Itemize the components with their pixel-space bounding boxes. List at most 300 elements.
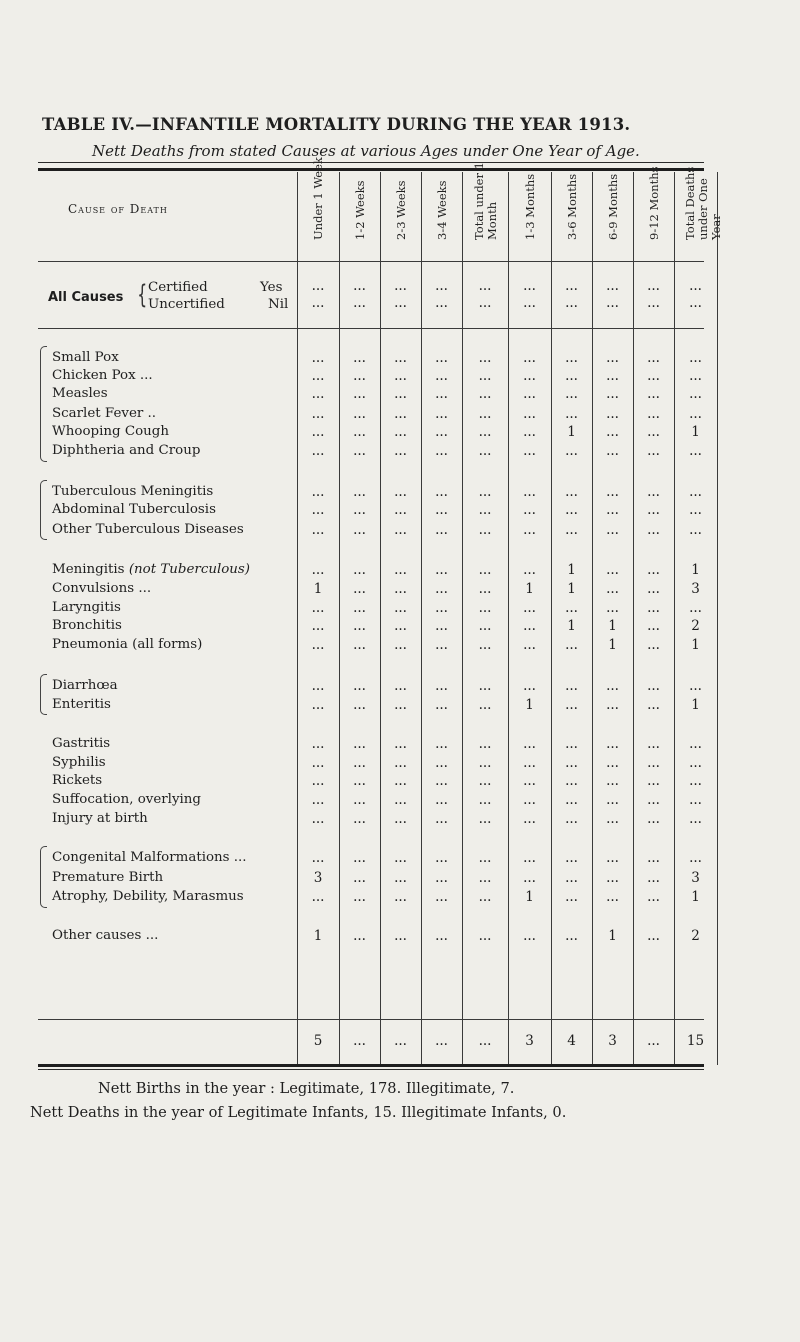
table-subtitle: Nett Deaths from stated Causes at various Ages under One Year of Age. <box>92 142 640 160</box>
empty-cell: ... <box>647 386 660 402</box>
empty-cell: ... <box>478 424 492 440</box>
empty-cell: ... <box>478 600 492 616</box>
empty-cell: ... <box>435 443 448 459</box>
row-label: Congenital Malformations ... <box>52 850 247 865</box>
row-label: Convulsions ... <box>52 581 152 596</box>
data-cell: 1 <box>567 618 576 634</box>
empty-cell: ... <box>606 736 619 752</box>
empty-cell: ... <box>353 889 366 905</box>
empty-cell: ... <box>565 368 578 384</box>
empty-cell: ... <box>523 870 536 886</box>
empty-cell: ... <box>394 736 407 752</box>
column-header: 2-3 Weeks <box>393 180 408 240</box>
data-cell: 2 <box>691 618 700 634</box>
header-rule <box>38 261 704 262</box>
row-label: Small Pox <box>52 350 119 365</box>
empty-cell: ... <box>647 755 660 771</box>
empty-cell: ... <box>478 443 492 459</box>
bottom-rule-thick <box>38 1064 704 1067</box>
empty-cell: ... <box>435 850 448 866</box>
empty-cell: ... <box>353 697 366 713</box>
empty-cell: ... <box>565 736 578 752</box>
empty-cell: ... <box>565 697 578 713</box>
row-label: Pneumonia (all forms) <box>52 637 203 652</box>
empty-cell: ... <box>311 755 325 771</box>
empty-cell: ... <box>523 678 536 694</box>
column-rule <box>508 172 509 1065</box>
empty-cell: ... <box>606 678 619 694</box>
column-header: 3-6 Months <box>564 173 579 240</box>
empty-cell: ... <box>435 386 448 402</box>
empty-cell: ... <box>311 502 325 518</box>
empty-cell: ... <box>478 678 492 694</box>
data-cell: 1 <box>525 889 534 905</box>
empty-cell: ... <box>523 295 536 311</box>
empty-cell: ... <box>689 502 702 518</box>
empty-cell: ... <box>565 406 578 422</box>
empty-cell: ... <box>606 811 619 827</box>
uncertified-value: Nil <box>268 297 289 312</box>
empty-cell: ... <box>353 618 366 634</box>
footer-births: Nett Births in the year : Legitimate, 178. Illegitimate, 7. <box>98 1080 515 1097</box>
row-label: Other Tuberculous Diseases <box>52 522 244 537</box>
empty-cell: ... <box>523 755 536 771</box>
row-label: Rickets <box>52 773 103 788</box>
column-header: 3-4 Weeks <box>434 180 449 240</box>
empty-cell: ... <box>353 870 366 886</box>
empty-cell: ... <box>606 386 619 402</box>
empty-cell: ... <box>311 278 325 294</box>
empty-cell: ... <box>606 484 619 500</box>
empty-cell: ... <box>647 618 660 634</box>
empty-cell: ... <box>606 697 619 713</box>
empty-cell: ... <box>647 424 660 440</box>
empty-cell: ... <box>394 1033 407 1049</box>
empty-cell: ... <box>394 870 407 886</box>
empty-cell: ... <box>606 850 619 866</box>
empty-cell: ... <box>565 350 578 366</box>
empty-cell: ... <box>435 278 448 294</box>
total-cell: 15 <box>686 1033 705 1049</box>
row-group-brace <box>40 480 47 540</box>
row-label: Injury at birth <box>52 811 148 826</box>
empty-cell: ... <box>478 350 492 366</box>
empty-cell: ... <box>606 406 619 422</box>
row-group-brace <box>40 674 47 715</box>
empty-cell: ... <box>565 889 578 905</box>
empty-cell: ... <box>478 870 492 886</box>
data-cell: 1 <box>691 889 700 905</box>
empty-cell: ... <box>311 792 325 808</box>
empty-cell: ... <box>565 870 578 886</box>
empty-cell: ... <box>394 295 407 311</box>
empty-cell: ... <box>689 755 702 771</box>
column-rule <box>462 172 463 1065</box>
empty-cell: ... <box>435 811 448 827</box>
empty-cell: ... <box>353 424 366 440</box>
empty-cell: ... <box>647 443 660 459</box>
empty-cell: ... <box>647 600 660 616</box>
empty-cell: ... <box>311 637 325 653</box>
empty-cell: ... <box>478 522 492 538</box>
empty-cell: ... <box>311 889 325 905</box>
uncertified-label: Uncertified <box>148 297 225 312</box>
empty-cell: ... <box>353 386 366 402</box>
empty-cell: ... <box>478 850 492 866</box>
empty-cell: ... <box>647 678 660 694</box>
total-cell: 5 <box>313 1033 323 1049</box>
empty-cell: ... <box>435 678 448 694</box>
all-causes-label: All Causes <box>48 290 124 305</box>
empty-cell: ... <box>689 678 702 694</box>
empty-cell: ... <box>311 424 325 440</box>
row-label: Abdominal Tuberculosis <box>52 502 216 517</box>
empty-cell: ... <box>606 522 619 538</box>
empty-cell: ... <box>523 443 536 459</box>
empty-cell: ... <box>523 522 536 538</box>
table-title: TABLE IV.—INFANTILE MORTALITY DURING THE YEAR 1913. <box>42 115 631 134</box>
empty-cell: ... <box>689 386 702 402</box>
empty-cell: ... <box>311 697 325 713</box>
row-group-brace <box>40 346 47 462</box>
empty-cell: ... <box>647 697 660 713</box>
empty-cell: ... <box>394 773 407 789</box>
empty-cell: ... <box>606 755 619 771</box>
column-rule <box>380 172 381 1065</box>
empty-cell: ... <box>565 928 578 944</box>
empty-cell: ... <box>565 386 578 402</box>
row-label: Measles <box>52 386 108 401</box>
column-header: 9-12 Months <box>646 166 661 240</box>
empty-cell: ... <box>435 618 448 634</box>
empty-cell: ... <box>478 792 492 808</box>
empty-cell: ... <box>353 502 366 518</box>
empty-cell: ... <box>689 350 702 366</box>
empty-cell: ... <box>435 697 448 713</box>
row-label: Gastritis <box>52 736 111 751</box>
total-cell: 4 <box>567 1033 576 1049</box>
empty-cell: ... <box>435 484 448 500</box>
empty-cell: ... <box>353 928 366 944</box>
empty-cell: ... <box>435 600 448 616</box>
empty-cell: ... <box>353 755 366 771</box>
empty-cell: ... <box>606 562 619 578</box>
empty-cell: ... <box>394 811 407 827</box>
data-cell: 1 <box>608 928 617 944</box>
empty-cell: ... <box>311 811 325 827</box>
empty-cell: ... <box>606 350 619 366</box>
empty-cell: ... <box>394 637 407 653</box>
empty-cell: ... <box>311 773 325 789</box>
column-rule <box>674 172 675 1065</box>
empty-cell: ... <box>478 502 492 518</box>
empty-cell: ... <box>523 406 536 422</box>
empty-cell: ... <box>435 928 448 944</box>
empty-cell: ... <box>647 792 660 808</box>
empty-cell: ... <box>523 773 536 789</box>
empty-cell: ... <box>478 889 492 905</box>
empty-cell: ... <box>394 618 407 634</box>
empty-cell: ... <box>353 736 366 752</box>
brace: { <box>137 280 148 310</box>
empty-cell: ... <box>565 295 578 311</box>
empty-cell: ... <box>647 928 660 944</box>
empty-cell: ... <box>606 368 619 384</box>
empty-cell: ... <box>353 406 366 422</box>
column-header: Total Deaths under One Year <box>682 166 723 240</box>
empty-cell: ... <box>689 484 702 500</box>
empty-cell: ... <box>435 889 448 905</box>
empty-cell: ... <box>647 773 660 789</box>
empty-cell: ... <box>394 600 407 616</box>
empty-cell: ... <box>647 870 660 886</box>
empty-cell: ... <box>435 522 448 538</box>
empty-cell: ... <box>311 600 325 616</box>
empty-cell: ... <box>565 850 578 866</box>
row-label: Meningitis (not Tuberculous) <box>52 562 251 577</box>
column-rule <box>339 172 340 1065</box>
data-cell: 1 <box>608 618 617 634</box>
column-rule <box>633 172 634 1065</box>
section-rule <box>38 328 704 329</box>
empty-cell: ... <box>647 350 660 366</box>
empty-cell: ... <box>565 502 578 518</box>
empty-cell: ... <box>311 522 325 538</box>
row-label: Premature Birth <box>52 870 164 885</box>
row-label: Suffocation, overlying <box>52 792 201 807</box>
column-header: Under 1 Week <box>311 157 325 240</box>
empty-cell: ... <box>311 618 325 634</box>
empty-cell: ... <box>435 424 448 440</box>
empty-cell: ... <box>394 484 407 500</box>
empty-cell: ... <box>311 484 325 500</box>
empty-cell: ... <box>478 295 492 311</box>
empty-cell: ... <box>311 386 325 402</box>
empty-cell: ... <box>478 928 492 944</box>
empty-cell: ... <box>606 278 619 294</box>
empty-cell: ... <box>435 755 448 771</box>
row-label: Whooping Cough <box>52 424 169 439</box>
data-cell: 1 <box>567 581 576 597</box>
empty-cell: ... <box>523 736 536 752</box>
empty-cell: ... <box>478 278 492 294</box>
row-label: Tuberculous Meningitis <box>52 484 214 499</box>
empty-cell: ... <box>523 278 536 294</box>
totals-rule <box>38 1019 704 1020</box>
cause-of-death-header: Cause of Death <box>68 202 168 216</box>
empty-cell: ... <box>647 811 660 827</box>
empty-cell: ... <box>478 637 492 653</box>
empty-cell: ... <box>311 736 325 752</box>
empty-cell: ... <box>353 278 366 294</box>
data-cell: 1 <box>525 697 534 713</box>
empty-cell: ... <box>478 484 492 500</box>
column-rule <box>421 172 422 1065</box>
empty-cell: ... <box>523 928 536 944</box>
bottom-rule-thin <box>38 1069 704 1070</box>
total-cell: 3 <box>525 1033 534 1049</box>
empty-cell: ... <box>478 618 492 634</box>
row-label: Atrophy, Debility, Marasmus <box>52 889 244 904</box>
data-cell: 1 <box>691 697 700 713</box>
empty-cell: ... <box>435 773 448 789</box>
empty-cell: ... <box>565 522 578 538</box>
empty-cell: ... <box>647 406 660 422</box>
empty-cell: ... <box>353 678 366 694</box>
empty-cell: ... <box>435 637 448 653</box>
empty-cell: ... <box>435 502 448 518</box>
empty-cell: ... <box>394 792 407 808</box>
empty-cell: ... <box>353 522 366 538</box>
empty-cell: ... <box>394 581 407 597</box>
column-rule <box>592 172 593 1065</box>
data-cell: 2 <box>691 928 700 944</box>
empty-cell: ... <box>353 637 366 653</box>
empty-cell: ... <box>523 562 536 578</box>
empty-cell: ... <box>394 562 407 578</box>
empty-cell: ... <box>565 773 578 789</box>
empty-cell: ... <box>435 1033 448 1049</box>
empty-cell: ... <box>523 637 536 653</box>
empty-cell: ... <box>311 678 325 694</box>
empty-cell: ... <box>689 522 702 538</box>
empty-cell: ... <box>647 368 660 384</box>
empty-cell: ... <box>478 562 492 578</box>
empty-cell: ... <box>435 562 448 578</box>
empty-cell: ... <box>523 424 536 440</box>
empty-cell: ... <box>523 850 536 866</box>
empty-cell: ... <box>394 386 407 402</box>
empty-cell: ... <box>435 792 448 808</box>
empty-cell: ... <box>478 406 492 422</box>
empty-cell: ... <box>311 443 325 459</box>
empty-cell: ... <box>606 424 619 440</box>
empty-cell: ... <box>478 755 492 771</box>
empty-cell: ... <box>565 811 578 827</box>
empty-cell: ... <box>606 581 619 597</box>
empty-cell: ... <box>435 736 448 752</box>
empty-cell: ... <box>394 697 407 713</box>
empty-cell: ... <box>647 502 660 518</box>
empty-cell: ... <box>478 1033 492 1049</box>
empty-cell: ... <box>565 637 578 653</box>
empty-cell: ... <box>689 792 702 808</box>
empty-cell: ... <box>353 581 366 597</box>
data-cell: 1 <box>691 637 700 653</box>
empty-cell: ... <box>523 484 536 500</box>
empty-cell: ... <box>353 443 366 459</box>
row-label: Diphtheria and Croup <box>52 443 201 458</box>
data-cell: 1 <box>608 637 617 653</box>
empty-cell: ... <box>353 484 366 500</box>
empty-cell: ... <box>647 637 660 653</box>
row-label: Enteritis <box>52 697 111 712</box>
empty-cell: ... <box>478 581 492 597</box>
empty-cell: ... <box>478 811 492 827</box>
empty-cell: ... <box>311 368 325 384</box>
empty-cell: ... <box>523 502 536 518</box>
top-rule-thick <box>38 168 704 171</box>
empty-cell: ... <box>606 295 619 311</box>
empty-cell: ... <box>647 581 660 597</box>
empty-cell: ... <box>394 522 407 538</box>
empty-cell: ... <box>435 295 448 311</box>
empty-cell: ... <box>353 850 366 866</box>
empty-cell: ... <box>353 773 366 789</box>
empty-cell: ... <box>689 406 702 422</box>
empty-cell: ... <box>394 928 407 944</box>
empty-cell: ... <box>689 443 702 459</box>
empty-cell: ... <box>478 697 492 713</box>
empty-cell: ... <box>478 773 492 789</box>
empty-cell: ... <box>689 368 702 384</box>
empty-cell: ... <box>353 600 366 616</box>
data-cell: 1 <box>525 581 534 597</box>
empty-cell: ... <box>394 889 407 905</box>
empty-cell: ... <box>606 870 619 886</box>
empty-cell: ... <box>689 850 702 866</box>
empty-cell: ... <box>565 484 578 500</box>
empty-cell: ... <box>478 368 492 384</box>
empty-cell: ... <box>353 792 366 808</box>
empty-cell: ... <box>647 278 660 294</box>
empty-cell: ... <box>353 368 366 384</box>
empty-cell: ... <box>353 1033 366 1049</box>
empty-cell: ... <box>311 406 325 422</box>
empty-cell: ... <box>647 850 660 866</box>
empty-cell: ... <box>311 350 325 366</box>
empty-cell: ... <box>689 600 702 616</box>
total-cell: 3 <box>608 1033 617 1049</box>
data-cell: 1 <box>567 424 576 440</box>
empty-cell: ... <box>606 792 619 808</box>
column-rule <box>551 172 552 1065</box>
column-header: 6-9 Months <box>605 173 620 240</box>
empty-cell: ... <box>606 502 619 518</box>
empty-cell: ... <box>689 278 702 294</box>
empty-cell: ... <box>353 811 366 827</box>
empty-cell: ... <box>565 792 578 808</box>
data-cell: 3 <box>313 870 323 886</box>
empty-cell: ... <box>689 811 702 827</box>
empty-cell: ... <box>647 484 660 500</box>
empty-cell: ... <box>311 562 325 578</box>
row-label: Laryngitis <box>52 600 121 615</box>
empty-cell: ... <box>565 443 578 459</box>
empty-cell: ... <box>394 678 407 694</box>
empty-cell: ... <box>647 889 660 905</box>
empty-cell: ... <box>353 350 366 366</box>
empty-cell: ... <box>394 502 407 518</box>
column-rule <box>297 172 298 1065</box>
empty-cell: ... <box>394 406 407 422</box>
data-cell: 1 <box>313 581 323 597</box>
row-label: Scarlet Fever .. <box>52 406 157 421</box>
row-label: Syphilis <box>52 755 106 770</box>
empty-cell: ... <box>478 386 492 402</box>
data-cell: 1 <box>313 928 323 944</box>
empty-cell: ... <box>478 736 492 752</box>
empty-cell: ... <box>606 889 619 905</box>
column-rule <box>717 172 718 1065</box>
empty-cell: ... <box>353 295 366 311</box>
empty-cell: ... <box>565 600 578 616</box>
column-header: 1-2 Weeks <box>352 180 367 240</box>
empty-cell: ... <box>606 773 619 789</box>
empty-cell: ... <box>523 618 536 634</box>
empty-cell: ... <box>565 278 578 294</box>
data-cell: 1 <box>691 424 700 440</box>
